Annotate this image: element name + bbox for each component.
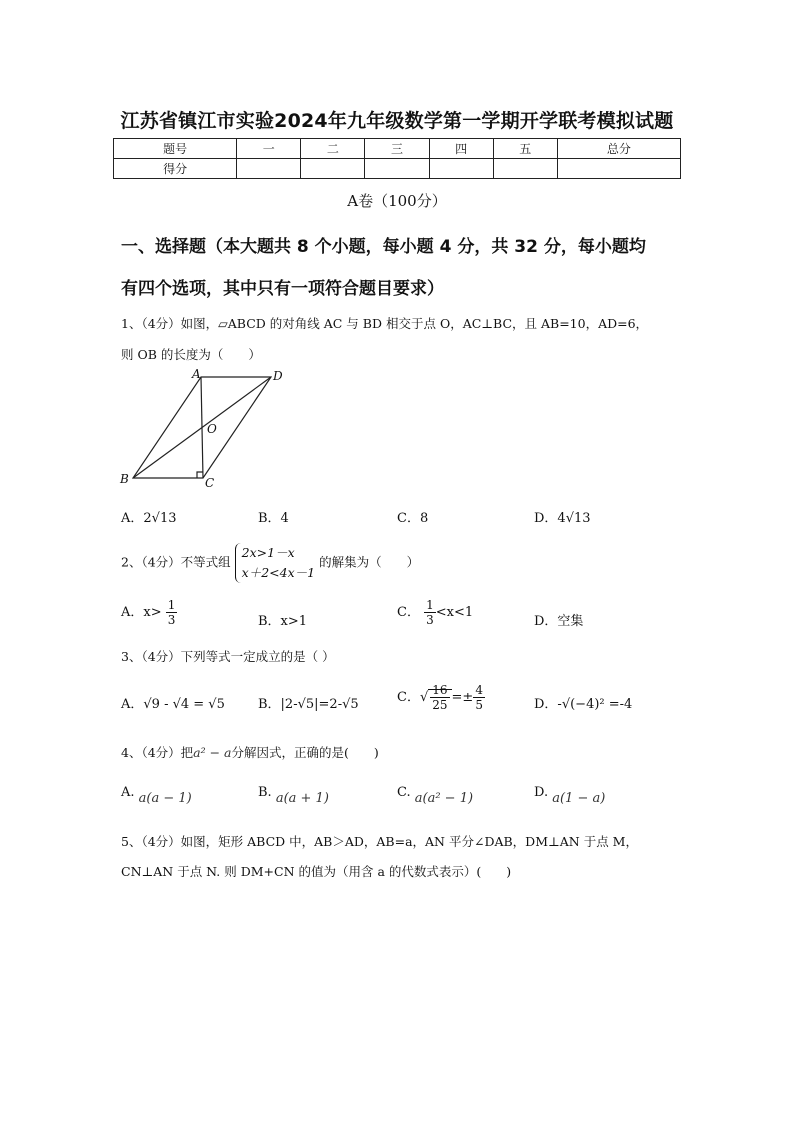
part-title: A卷（100分） — [347, 192, 447, 210]
question-3-text: 3、（4分）下列等式一定成立的是（ ） — [121, 649, 335, 664]
q4-option-d[interactable] — [534, 785, 606, 806]
q4-option-a[interactable] — [121, 785, 192, 806]
label-b: B — [120, 472, 129, 486]
q2-inequality-1: 2x>1－x — [241, 545, 295, 560]
q4-option-b-text: a(a + 1) — [275, 791, 329, 806]
q3-option-c-fraction-2 — [473, 683, 485, 712]
q2-option-a-text: x> — [143, 605, 162, 620]
q2-option-c-text: <x<1 — [435, 605, 474, 620]
q2-option-c-numerator: 1 — [426, 598, 434, 612]
q4-option-d-text: a(1 − a) — [552, 791, 606, 806]
q3-option-c-denominator-1: 25 — [432, 698, 448, 712]
q4-option-a-label: A. — [121, 785, 135, 800]
score-cell — [557, 159, 680, 179]
score-cell — [301, 159, 365, 179]
score-table — [113, 138, 681, 179]
q4-option-c[interactable] — [397, 785, 474, 806]
score-header-cell: 二 — [301, 139, 365, 159]
q2-option-c[interactable] — [397, 598, 473, 627]
score-header-cell: 一 — [237, 139, 301, 159]
q3-option-a[interactable]: A．√9 - √4 = √5 — [121, 697, 225, 712]
q2-option-a[interactable] — [121, 598, 177, 627]
score-table-score-row — [114, 159, 681, 179]
score-header-cell: 五 — [493, 139, 557, 159]
q1-option-a[interactable]: A．2√13 — [121, 511, 177, 526]
q4-option-b[interactable] — [258, 785, 329, 806]
q2-suffix: 的解集为（ ） — [319, 554, 420, 570]
q2-option-a-numerator: 1 — [167, 598, 176, 612]
question-4-text — [121, 743, 379, 761]
q3-option-c-denominator-2: 5 — [475, 698, 483, 712]
q4-suffix: 分解因式，正确的是( ) — [231, 745, 379, 760]
q3-option-c-numerator-1: 16 — [432, 683, 448, 697]
question-5-text-line2: CN⊥AN 于点 N. 则 DM+CN 的值为（用含 a 的代数式表示）( ) — [121, 864, 512, 879]
score-table-header-row — [114, 139, 681, 159]
score-header-cell: 四 — [429, 139, 493, 159]
q4-expression: a² − a — [193, 745, 232, 760]
label-d: D — [273, 369, 283, 383]
q3-option-b[interactable]: B．|2-√5|=2-√5 — [258, 697, 359, 712]
q3-option-c-equals: =± — [451, 690, 474, 705]
q4-option-a-text: a(a − 1) — [138, 791, 192, 806]
parallelogram-figure — [113, 365, 288, 490]
q3-option-d[interactable]: D．-√(−4)² =-4 — [534, 697, 633, 712]
question-2-text — [121, 543, 419, 583]
q2-option-b[interactable]: B．x>1 — [258, 614, 308, 629]
q2-prefix: 2、（4分）不等式组 — [121, 554, 231, 570]
score-row-label: 得分 — [114, 159, 237, 179]
score-cell — [429, 159, 493, 179]
score-header-cell: 总分 — [557, 139, 680, 159]
q3-option-c-numerator-2: 4 — [475, 683, 483, 697]
q4-option-c-text: a(a² − 1) — [414, 791, 474, 806]
q2-inequality-system — [235, 543, 315, 583]
q2-option-d[interactable]: D．空集 — [534, 614, 584, 629]
q1-option-d[interactable]: D．4√13 — [534, 511, 591, 526]
section-heading-line2: 有四个选项，其中只有一项符合题目要求） — [121, 279, 444, 299]
label-c: C — [205, 476, 215, 490]
question-1-text-line2: 则 OB 的长度为（ ） — [121, 347, 261, 362]
q3-option-c-label: C． — [397, 690, 420, 705]
q2-inequality-2: x＋2<4x－1 — [241, 565, 316, 580]
q1-option-c[interactable]: C．8 — [397, 511, 429, 526]
question-1-text: 1、（4分）如图，▱ABCD 的对角线 AC 与 BD 相交于点 O，AC⊥BC，且 AB=10，AD=6， — [121, 316, 649, 331]
score-header-cell: 题号 — [114, 139, 237, 159]
right-angle-mark — [197, 472, 203, 478]
question-5-text: 5、（4分）如图，矩形 ABCD 中，AB＞AD，AB=a，AN 平分∠DAB，DM⊥AN 于点 M， — [121, 834, 638, 849]
label-a: A — [192, 367, 201, 381]
diagonal-bd — [133, 377, 271, 478]
score-header-cell: 三 — [365, 139, 429, 159]
q2-option-c-denominator: 3 — [426, 613, 434, 627]
score-cell — [365, 159, 429, 179]
section-heading-line1: 一、选择题（本大题共 8 个小题，每小题 4 分，共 32 分，每小题均 — [121, 237, 646, 257]
q3-option-c[interactable] — [397, 683, 485, 712]
q2-option-c-label: C． — [397, 605, 420, 620]
q2-option-a-denominator: 3 — [167, 613, 176, 627]
label-o: O — [207, 422, 217, 436]
score-cell — [237, 159, 301, 179]
q4-option-d-label: D. — [534, 785, 549, 800]
q1-option-b[interactable]: B．4 — [258, 511, 289, 526]
q2-option-a-label: A． — [121, 605, 144, 620]
q4-option-c-label: C. — [397, 785, 411, 800]
q3-option-c-fraction-1 — [430, 683, 449, 712]
sqrt-symbol: √ — [419, 690, 429, 705]
exam-title: 江苏省镇江市实验2024年九年级数学第一学期开学联考模拟试题 — [120, 110, 674, 132]
q4-option-b-label: B. — [258, 785, 272, 800]
score-cell — [493, 159, 557, 179]
q2-option-c-fraction — [424, 598, 436, 627]
q4-prefix: 4、（4分）把 — [121, 745, 194, 760]
q2-option-a-fraction — [166, 598, 178, 627]
